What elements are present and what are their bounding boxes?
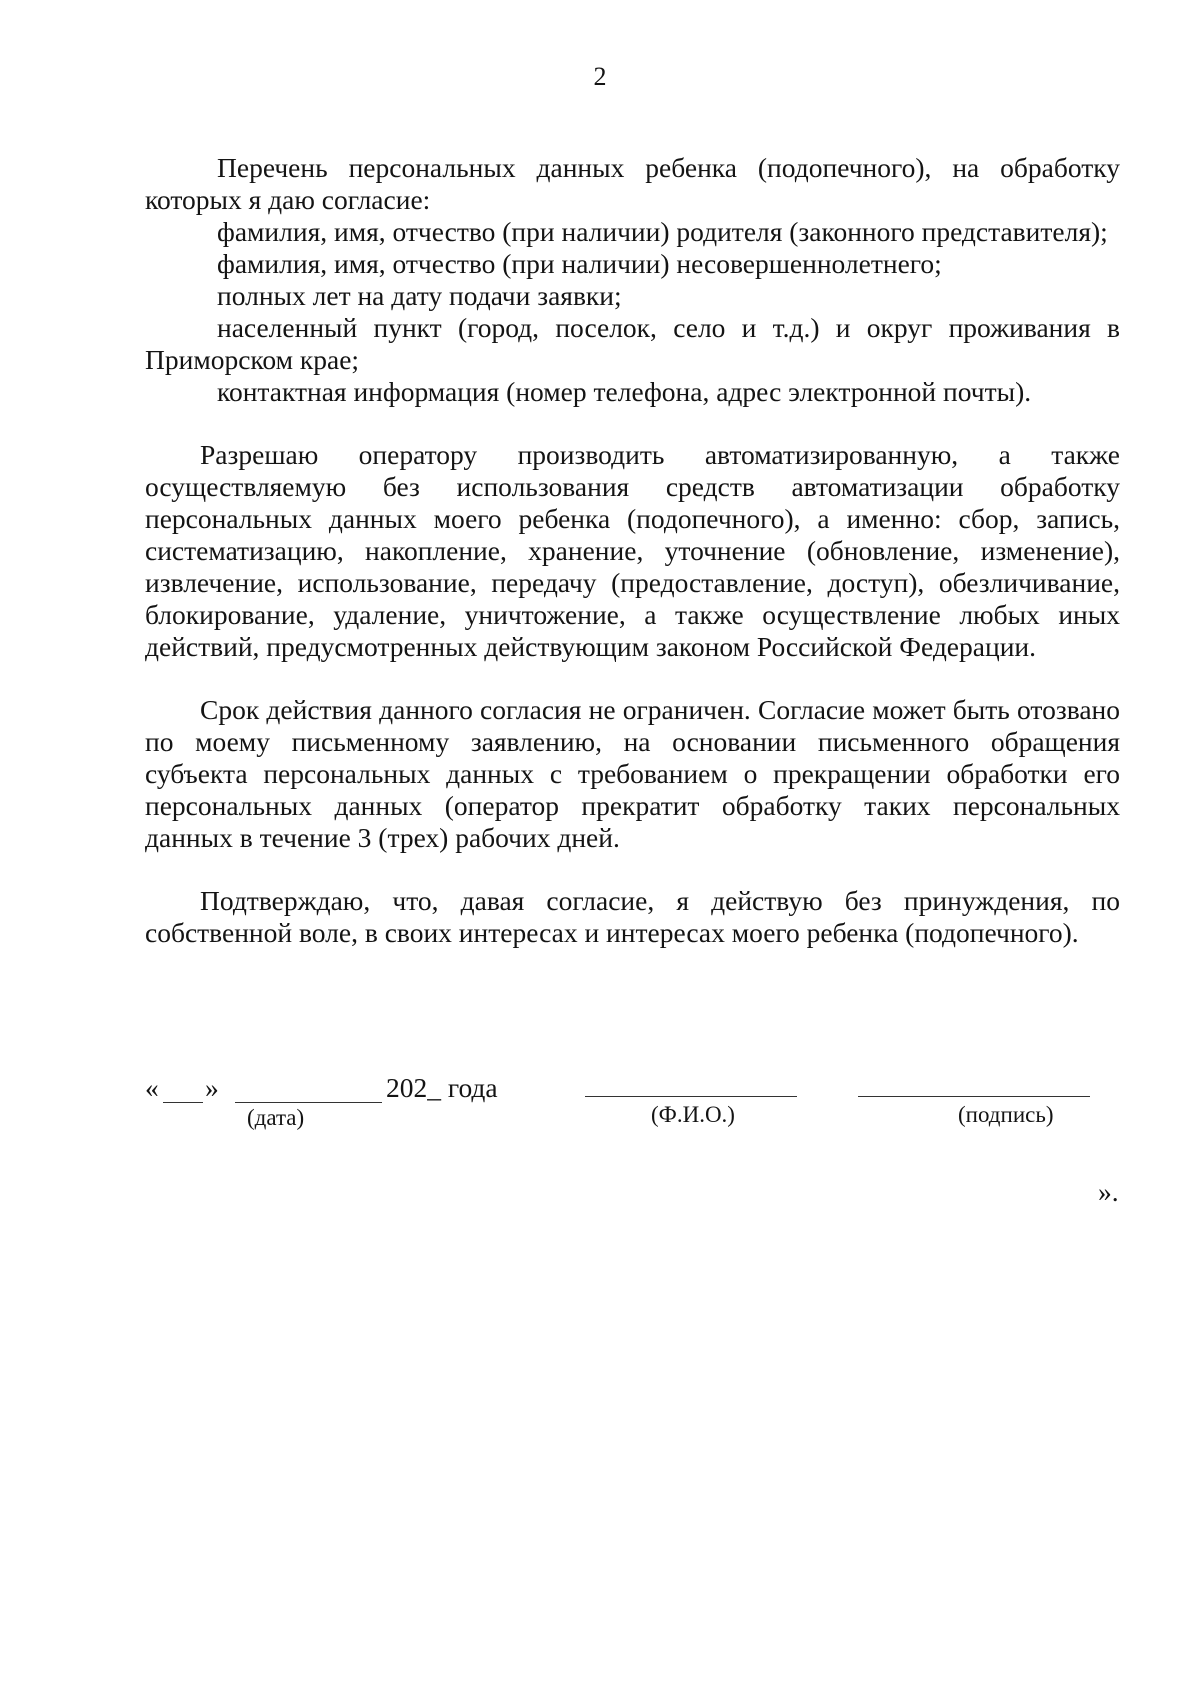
paragraph-permission: Разрешаю оператору производить автоматизированную, а также осуществляемую без использования средств автоматизации обработку персональных данных моего ребенка (подопечного), а именно: сбор, запись, систематизацию, накопление, хранение, уточнение (обновление, изменение), извлечение, использование, передачу (предоставление, доступ), обезличивание, блокирование, удаление, уничтожение, а также осуществление любых иных действий, предусмотренных действующим законом Российской Федерации.: [145, 439, 1120, 662]
list-item: населенный пункт (город, поселок, село и т.д.) и округ проживания в Приморском крае;: [145, 312, 1120, 375]
list-intro: Перечень персональных данных ребенка (подопечного), на обработку которых я даю согласие:: [145, 152, 1120, 215]
list-item: полных лет на дату подачи заявки;: [217, 280, 622, 311]
paragraph-term: Срок действия данного согласия не ограничен. Согласие может быть отозвано по моему письменному заявлению, на основании письменного обращения субъекта персональных данных с требованием о прекращении обработки его персональных данных (оператор прекратит обработку таких персональных данных в течение 3 (трех) рабочих дней.: [145, 694, 1120, 853]
signature-blank-line: [858, 1096, 1090, 1097]
closing-mark: ».: [1098, 1176, 1119, 1207]
date-caption: (дата): [247, 1105, 305, 1130]
month-blank-line: [235, 1102, 382, 1103]
list-item: контактная информация (номер телефона, адрес электронной почты).: [217, 376, 1032, 407]
quote-close: »: [205, 1072, 219, 1103]
paragraph-confirmation: Подтверждаю, что, давая согласие, я действую без принуждения, по собственной воле, в своих интересах и интересах моего ребенка (подопечного).: [145, 885, 1120, 948]
year-label: 202_ года: [386, 1072, 498, 1103]
quote-open: «: [145, 1072, 159, 1103]
day-blank-line: [163, 1102, 203, 1103]
fio-caption: (Ф.И.О.): [651, 1102, 735, 1127]
fio-blank-line: [585, 1096, 797, 1097]
list-item: фамилия, имя, отчество (при наличии) родителя (законного представителя);: [217, 216, 1108, 247]
consent-text: [145, 152, 1120, 949]
sign-caption: (подпись): [958, 1102, 1054, 1127]
page-number: 2: [593, 62, 607, 91]
list-item: фамилия, имя, отчество (при наличии) несовершеннолетнего;: [217, 248, 942, 279]
